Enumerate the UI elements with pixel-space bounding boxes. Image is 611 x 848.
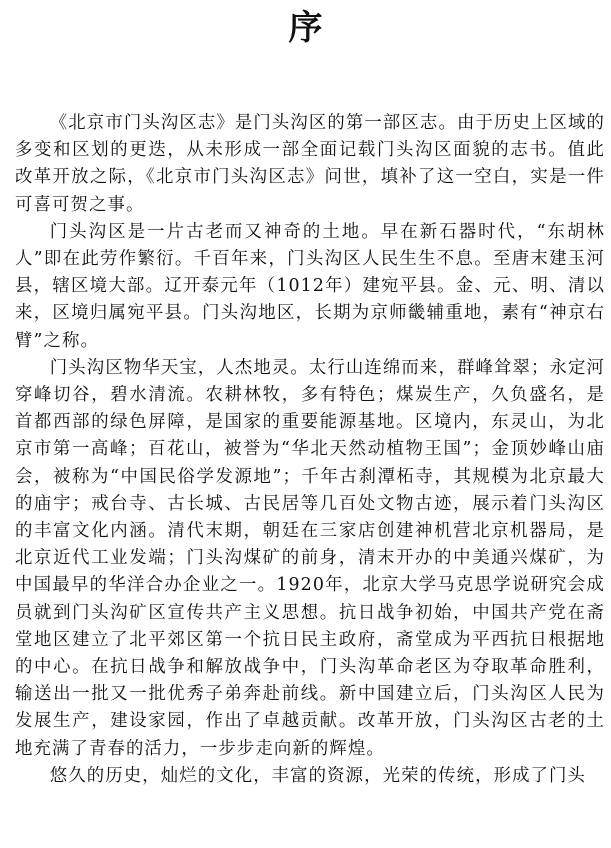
page-title: 序 — [288, 8, 323, 48]
paragraph-1: 《北京市门头沟区志》是门头沟区的第一部区志。由于历史上区域的多变和区划的更迭，从未形成一部全面记载门头沟区面貌的志书。值此改革开放之际，《北京市门头沟区志》问世，填补了这一空白，实是一件可喜可贺之事。 — [15, 113, 605, 215]
paragraph-4: 悠久的历史，灿烂的文化，丰富的资源，光荣的传统，形成了门头 — [49, 765, 587, 786]
paragraph-3: 门头沟区物华天宝，人杰地灵。太行山连绵而来，群峰耸翠；永定河穿峰切谷，碧水清流。农耕林牧，多有特色；煤炭生产，久负盛名，是首都西部的绿色屏障，是国家的重要能源基地。区境内，东灵山，为北京市第一高峰；百花山，被誉为“华北天然动植物王国”；金顶妙峰山庙会，被称为“中国民俗学发源地”；千年古刹潭柘寺，其规模为北京最大的庙宇；戒台寺、古长城、古民居等几百处文物古迹，展示着门头沟区的丰富文化内涵。清代末期，朝廷在三家店创建神机营北京机器局，是北京近代工业发端；门头沟煤矿的前身，清末开办的中美通兴煤矿，为中国最早的华洋合办企业之一。1920年，北京大学马克思学说研究会成员就到门头沟矿区宣传共产主义思想。抗日战争初始，中国共产党在斋堂地区建立了北平郊区第一个抗日民主政府，斋堂成为平西抗日根据地的中心。在抗日战争和解放战争中，门头沟革命老区为夺取革命胜利，输送出一批又一批优秀子弟奔赴前线。新中国建立后，门头沟区人民为发展生产，建设家园，作出了卓越贡献。改革开放，门头沟区古老的土地充满了青春的活力，一步步走向新的辉煌。 — [15, 357, 605, 759]
preface-body — [15, 110, 605, 790]
paragraph-2: 门头沟区是一片古老而又神奇的土地。早在新石器时代，“东胡林人”即在此劳作繁衍。千百年来，门头沟区人民生生不息。至唐末建玉河县，辖区境大部。辽开泰元年（1012年）建宛平县。金、元、明、清以来，区境归属宛平县。门头沟地区，长期为京师畿辅重地，素有“神京右臂”之称。 — [15, 221, 605, 351]
